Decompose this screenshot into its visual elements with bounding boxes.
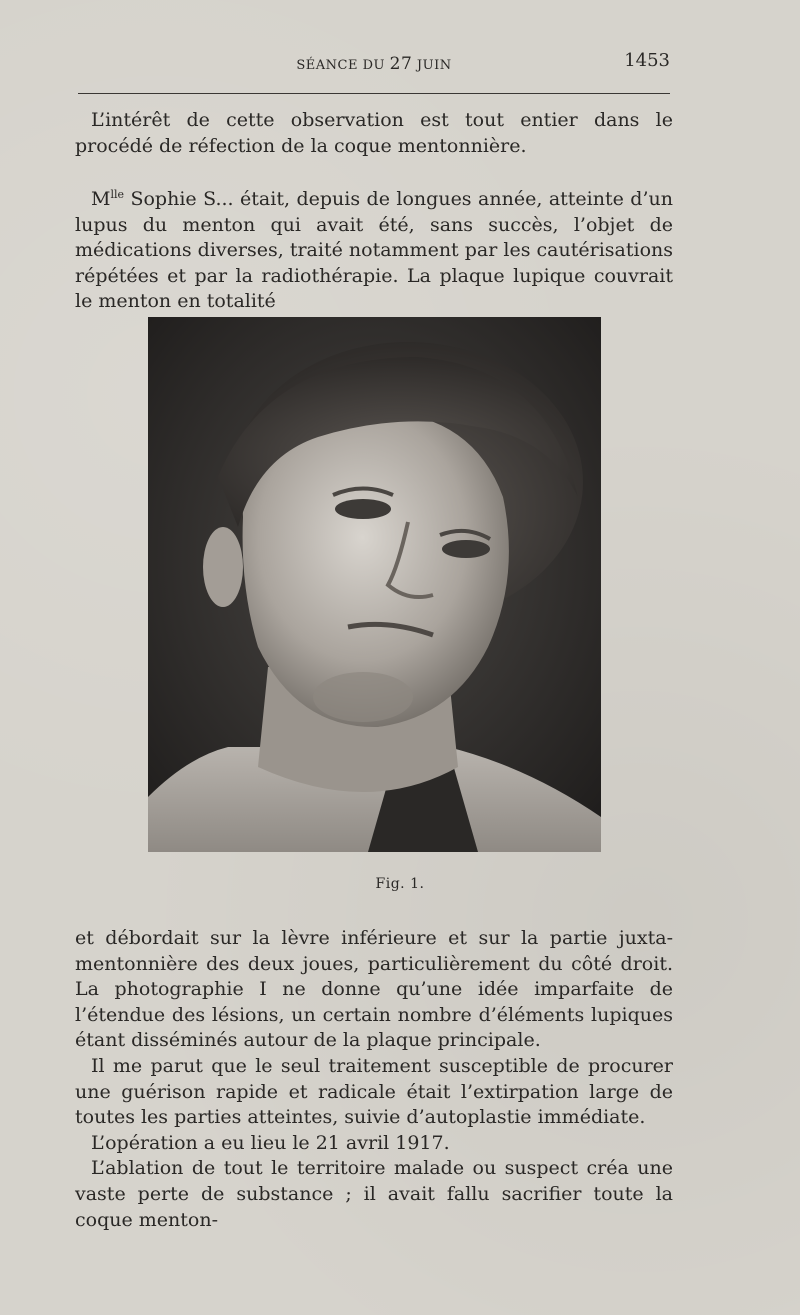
title-abbreviation: M: [91, 188, 111, 210]
paragraph-2-text: Sophie S... était, depuis de longues année, atteinte d’un lupus du menton qui avait été, sans succès, l’objet de médications diverses, traité notamment par les cautérisations répétées et par la radiothérapie. La plaque lupique couvrait le menton en totalité: [75, 188, 673, 313]
running-title: [78, 54, 670, 74]
page-header: [78, 50, 670, 76]
figure-caption: Fig. 1.: [375, 876, 425, 892]
paragraph-operation-date: L’opération a eu lieu le 21 avril 1917.: [91, 1131, 450, 1154]
paragraph-case: [75, 182, 673, 315]
paragraph-continued: et débordait sur la lèvre inférieure et sur la partie juxta-mentonnière des deux joues, particulièrement du côté droit. La photographie I ne donne qu’une idée imparfaite de l’étendue des lésions, un certain nombre d’éléments lupiques étant disséminés autour de la plaque principale.: [75, 927, 673, 1052]
paragraph-treatment: Il me parut que le seul traitement susceptible de procurer une guérison rapide et radicale était l’extirpation large de toutes les parties atteintes, suivie d’autoplastie immédiate.: [75, 1054, 673, 1129]
portrait-photograph: [148, 317, 601, 852]
paragraph-ablation: L’ablation de tout le territoire malade ou suspect créa une vaste perte de substance ; il avait fallu sacrifier toute la coque menton-: [75, 1157, 673, 1231]
paragraph-1: L’intérêt de cette observation est tout entier dans le procédé de réfection de la coque mentonnière.: [75, 109, 673, 157]
paragraphs-continued: [75, 926, 673, 1233]
page-number: 1453: [624, 50, 670, 71]
running-title-prefix: SÉANCE DU: [296, 58, 385, 73]
paragraph-2: [75, 182, 673, 315]
running-title-month: JUIN: [416, 58, 452, 73]
running-title-day: 27: [389, 54, 413, 74]
header-rule: [78, 93, 670, 94]
portrait-image: [148, 317, 601, 852]
title-abbreviation-superscript: lle: [110, 188, 125, 201]
paragraph-intro: [75, 108, 673, 159]
